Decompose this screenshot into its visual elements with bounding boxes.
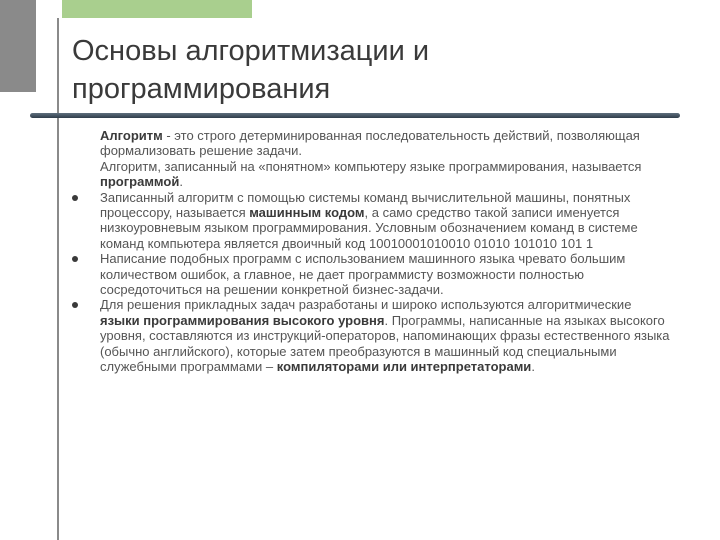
paragraph-text: , а само средство такой записи именуется низкоуровневым языком программирования. Условным обозначением команд в системе команд компьютера является двоичный код 10010001010010 01010 101010 101 1	[100, 205, 638, 251]
bullet-dot-icon	[72, 256, 78, 262]
paragraph-text: Для решения прикладных задач разработаны и широко используются алгоритмические	[100, 297, 632, 313]
paragraph-text: Алгоритм, записанный на «понятном» компьютеру языке программирования, называется	[100, 158, 642, 174]
bullet-dot-icon	[72, 195, 78, 201]
paragraph-text: Записанный алгоритм с помощью системы команд вычислительной машины, понятных процессору, называется	[100, 189, 631, 221]
bullet-item-machine-code	[100, 190, 674, 252]
title-underline-rule	[30, 113, 680, 118]
paragraph-text: Написание подобных программ с использованием машинного языка чревато большим количеством ошибок, а главное, не дает программисту возможности полностью сосредоточиться на решении конкретной бизнес-задачи.	[100, 251, 626, 298]
bullet-item-high-level-languages	[100, 297, 674, 374]
paragraph-text: - это строго детерминированная последовательность действий, позволяющая формализовать решение задачи.	[100, 128, 640, 159]
paragraph-text: .	[531, 359, 535, 375]
paragraph-algorithm-definition	[100, 128, 674, 159]
bullet-item-machine-language-errors	[100, 251, 674, 297]
paragraph-text: .	[179, 174, 183, 190]
paragraph-program-definition	[100, 159, 674, 190]
term-compilers-interpreters: компиляторами или интерпретаторами	[276, 359, 532, 375]
bullet-dot-icon	[72, 302, 78, 308]
slide-title: Основы алгоритмизации и программирования	[72, 35, 430, 105]
term-program: программой	[100, 174, 180, 190]
term-high-level-languages: языки программирования высокого уровня	[100, 312, 385, 328]
slide-body	[100, 128, 674, 375]
term-machine-code: машинным кодом	[249, 205, 365, 221]
decorative-gray-corner	[0, 0, 36, 92]
vertical-divider-line	[57, 18, 59, 540]
term-algorithm: Алгоритм	[100, 128, 163, 143]
paragraph-text: . Программы, написанные на языках высокого уровня, составляются из инструкций-операторов, напоминающих фразы естественного языка (обычно английского), которые затем преобразуются в машинный код специальными служебными программами –	[100, 312, 670, 375]
